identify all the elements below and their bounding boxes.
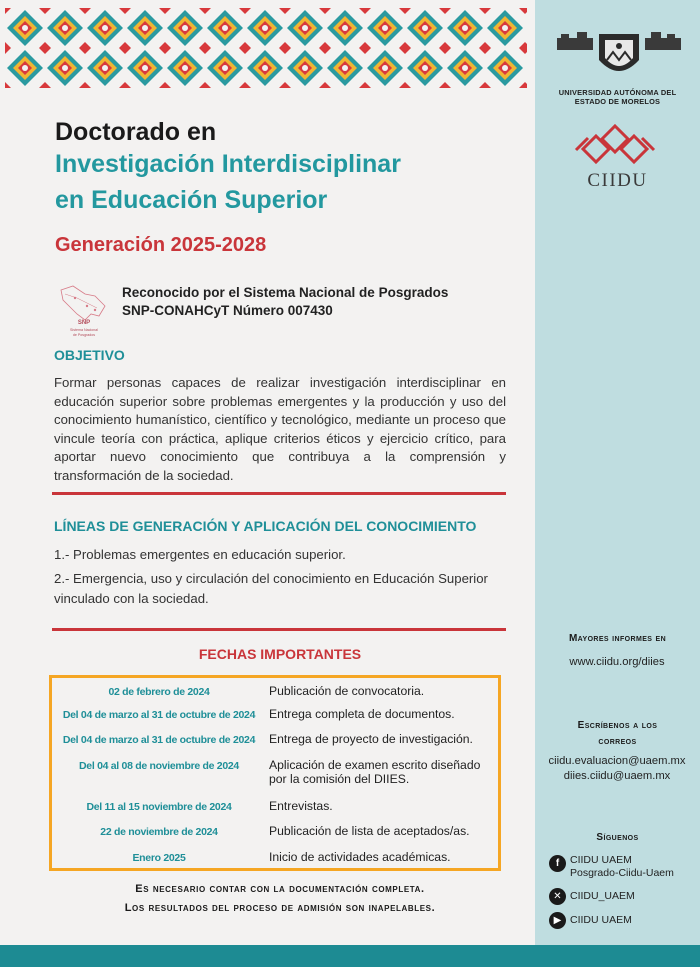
title-line-2: Investigación Interdisciplinar — [55, 150, 401, 178]
linea-item: 1.- Problemas emergentes en educación superior. — [54, 547, 346, 562]
fecha-desc: Inicio de actividades académicas. — [269, 850, 451, 864]
title-line-3: en Educación Superior — [55, 186, 328, 214]
youtube-channel[interactable]: CIIDU UAEM — [570, 914, 632, 926]
fecha-desc: Publicación de convocatoria. — [269, 684, 425, 698]
fecha-desc: Entrega de proyecto de investigación. — [269, 732, 473, 746]
facebook-page[interactable]: Posgrado-Ciidu-Uaem — [570, 867, 674, 879]
title-line-1: Doctorado en — [55, 118, 217, 146]
fecha-desc: Entrega completa de documentos. — [269, 707, 455, 721]
ciidu-logo — [570, 122, 660, 174]
uaem-name-line-1: UNIVERSIDAD AUTÓNOMA DEL — [558, 88, 677, 97]
note-line-1: Es necesario contar con la documentación completa. — [135, 883, 425, 895]
escribenos-heading: Escríbenos a los — [577, 720, 658, 731]
youtube-icon[interactable]: ▶ — [549, 912, 566, 929]
reconocimiento-line-1: Reconocido por el Sistema Nacional de Posgrados — [122, 285, 449, 300]
website-link[interactable]: www.ciidu.org/diies — [569, 656, 665, 668]
divider — [52, 628, 506, 631]
uaem-name-line-2: ESTADO DE MORELOS — [574, 97, 661, 106]
fecha-date: Del 04 de marzo al 31 de octubre de 2024 — [62, 734, 256, 746]
note-line-2: Los resultados del proceso de admisión son inapelables. — [124, 902, 436, 914]
escribenos-heading-2: correos — [598, 736, 637, 747]
ornament-band — [5, 8, 527, 88]
fecha-desc: Aplicación de examen escrito diseñado por la comisión del DIIES. — [269, 758, 481, 786]
email-link[interactable]: diies.ciidu@uaem.mx — [563, 770, 671, 782]
mayores-heading: Mayores informes en — [568, 633, 667, 644]
lineas-heading: LÍNEAS DE GENERACIÓN Y APLICACIÓN DEL CONOCIMIENTO — [54, 518, 477, 534]
snp-logo-sub2: de Posgrados — [72, 333, 96, 337]
x-handle[interactable]: CIIDU_UAEM — [570, 890, 635, 902]
snp-logo-text: SNP — [77, 320, 91, 326]
fecha-date: Enero 2025 — [132, 852, 186, 864]
objetivo-text: Formar personas capaces de realizar investigación interdisciplinar en educación superior sobre problemas emergentes y la producción y uso del conocimiento humanístico, científico y tecnológico, mediante un proceso que vincule teoría con práctica, aplique criterios éticos y ejercicio crítico, para aportar nuevo conocimiento que contribuya a la comprensión y transformación de la sociedad. — [54, 375, 506, 483]
facebook-icon[interactable]: f — [549, 855, 566, 872]
fecha-desc: Entrevistas. — [269, 799, 333, 813]
x-icon[interactable]: ✕ — [549, 888, 566, 905]
email-link[interactable]: ciidu.evaluacion@uaem.mx — [548, 755, 686, 767]
generacion-heading: Generación 2025-2028 — [55, 234, 267, 256]
facebook-name[interactable]: CIIDU UAEM — [570, 854, 632, 866]
fechas-table — [49, 675, 501, 871]
ciidu-wordmark: CIIDU — [587, 170, 648, 191]
fecha-desc: Publicación de lista de aceptados/as. — [269, 824, 470, 838]
fecha-date: 02 de febrero de 2024 — [108, 686, 210, 698]
fecha-date: Del 04 de marzo al 31 de octubre de 2024 — [62, 709, 256, 721]
fechas-heading: FECHAS IMPORTANTES — [198, 646, 362, 662]
fecha-date: Del 11 al 15 noviembre de 2024 — [86, 801, 232, 813]
divider — [52, 492, 506, 495]
fecha-date: 22 de noviembre de 2024 — [100, 826, 218, 838]
snp-logo — [55, 276, 113, 340]
objetivo-heading: OBJETIVO — [54, 347, 125, 363]
fecha-date: Del 04 al 08 de noviembre de 2024 — [79, 760, 239, 772]
siguenos-heading: Síguenos — [596, 832, 639, 843]
snp-logo-sub1: Sistema Nacional — [70, 328, 98, 332]
bottom-bar — [0, 945, 700, 967]
linea-item: 2.- Emergencia, uso y circulación del conocimiento en Educación Superior vinculado con la sociedad. — [54, 571, 488, 606]
reconocimiento-line-2: SNP-CONAHCyT Número 007430 — [122, 303, 333, 318]
uaem-logo — [555, 30, 683, 88]
